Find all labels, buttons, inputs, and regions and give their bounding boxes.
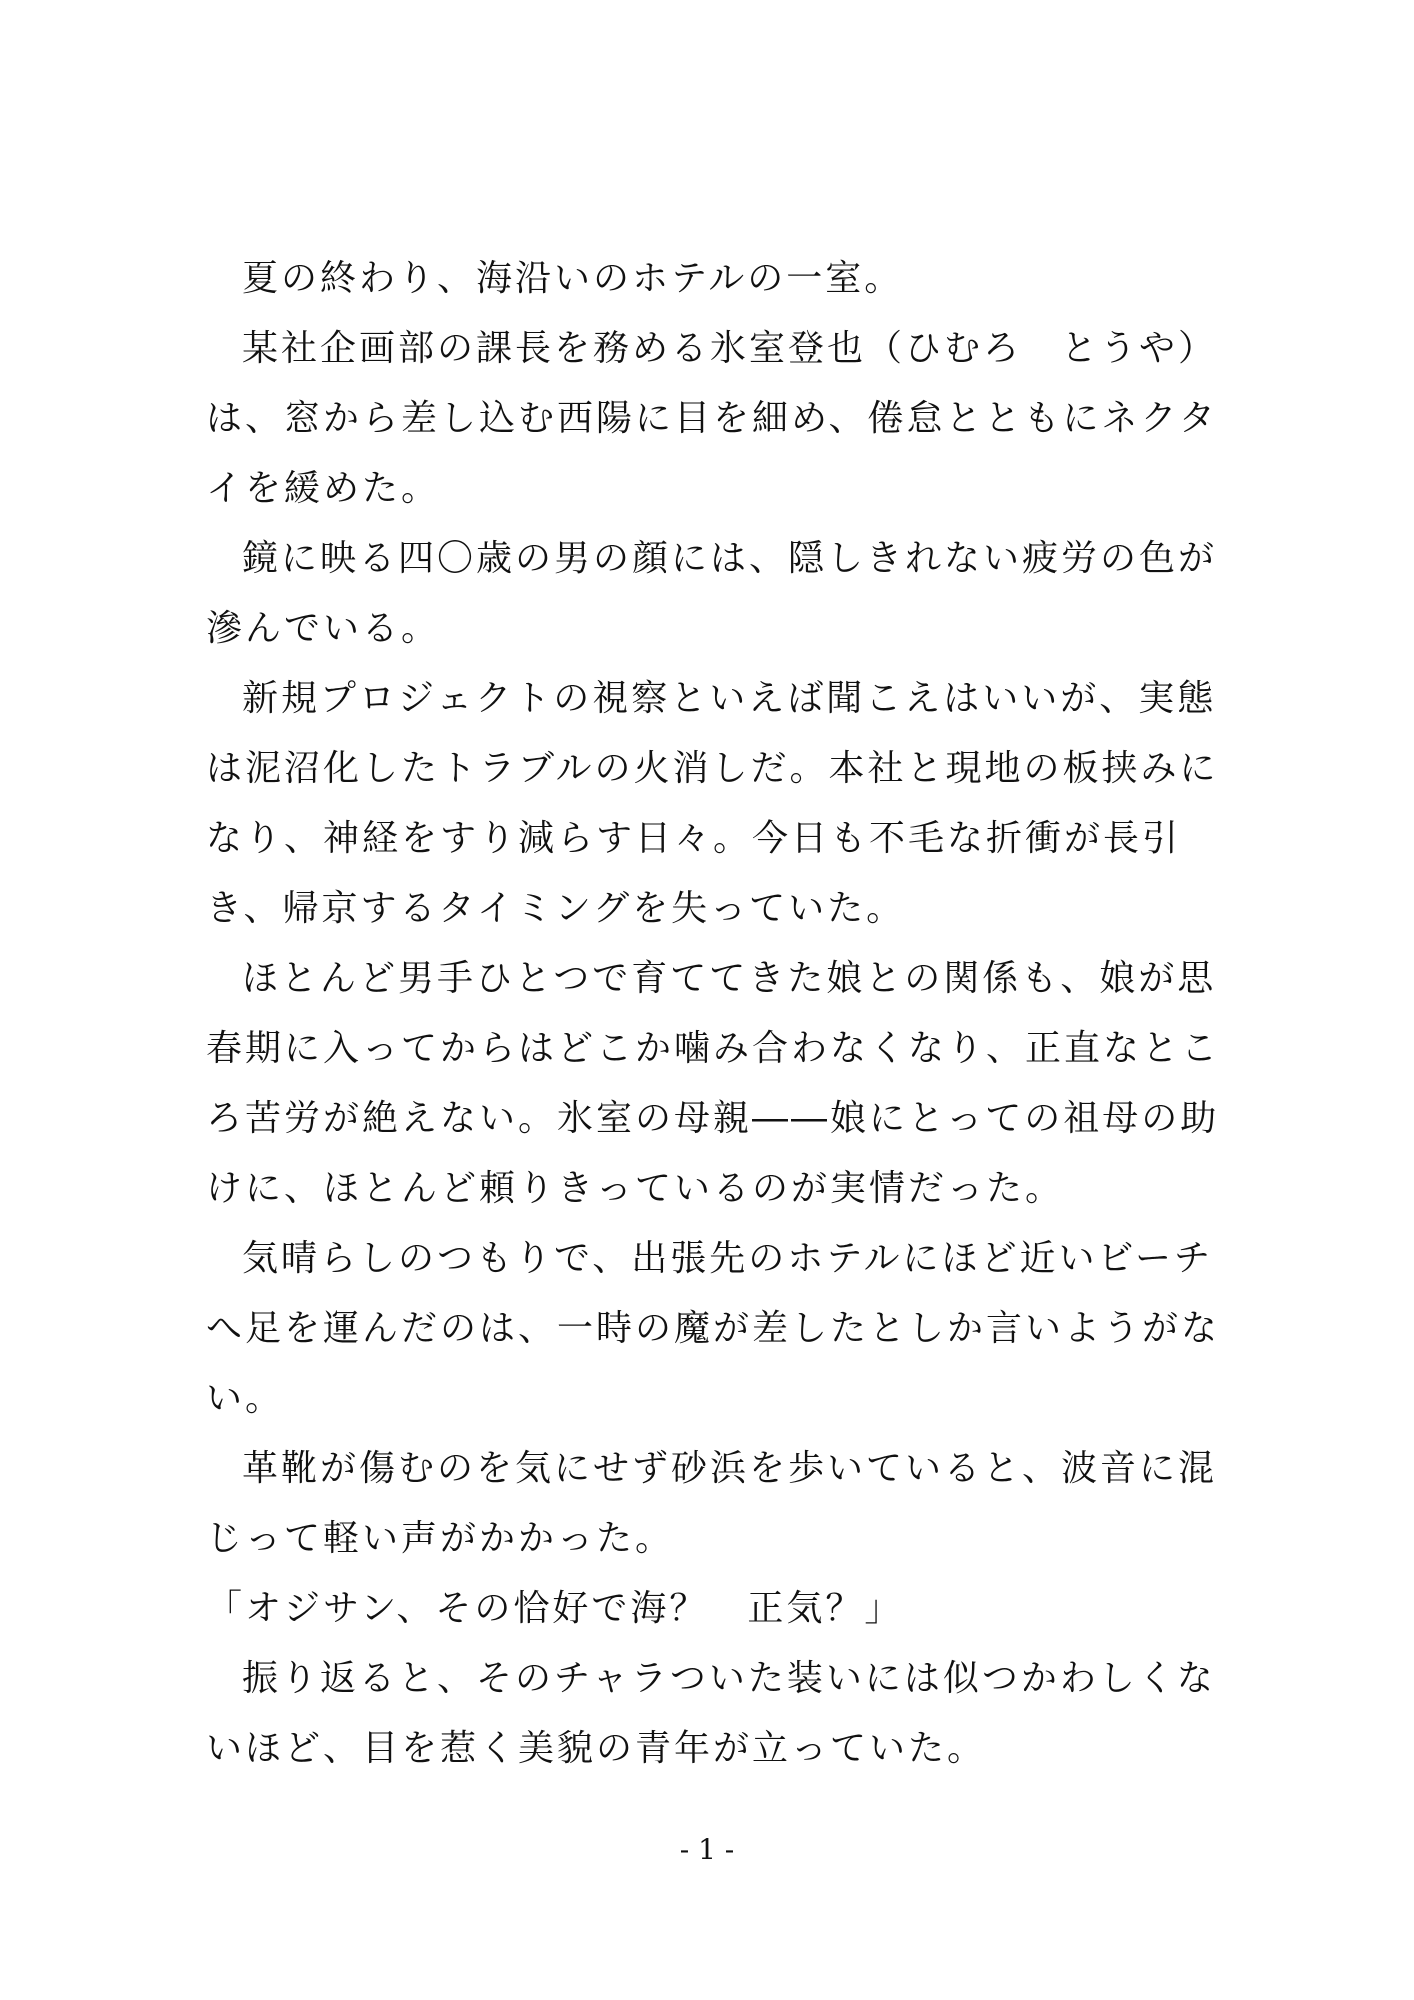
- paragraph-6: 気晴らしのつもりで、出張先のホテルにほど近いビーチへ足を運んだのは、一時の魔が差したとしか言いようがない。: [206, 1238, 1221, 1419]
- paragraph-9: 振り返ると、そのチャラついた装いには似つかわしくないほど、目を惹く美貌の青年が立っていた。: [206, 1658, 1216, 1769]
- paragraph-7: 革靴が傷むのを気にせず砂浜を歩いていると、波音に混じって軽い声がかかった。: [206, 1448, 1218, 1559]
- dialogue-line: 「オジサン、その恰好で海？ 正気？」: [206, 1588, 904, 1629]
- paragraph-3: 鏡に映る四〇歳の男の顔には、隠しきれない疲労の色が滲んでいる。: [206, 538, 1218, 649]
- paragraph-1: 夏の終わり、海沿いのホテルの一室。: [242, 258, 904, 299]
- paragraph-4: 新規プロジェクトの視察といえば聞こえはいいが、実態は泥沼化したトラブルの火消しだ。本社と現地の板挟みになり、神経をすり減らす日々。今日も不毛な折衝が長引き、帰京するタイミングを失っていた。: [206, 678, 1219, 929]
- paragraph-2: 某社企画部の課長を務める氷室登也（ひむろ とうや）は、窓から差し込む西陽に目を細め、倦怠とともにネクタイを緩めた。: [206, 328, 1218, 509]
- paragraph-5: ほとんど男手ひとつで育ててきた娘との関係も、娘が思春期に入ってからはどこか噛み合わなくなり、正直なところ苦労が絶えない。氷室の母親――娘にとっての祖母の助けに、ほとんど頼りきっているのが実情だった。: [206, 958, 1221, 1209]
- body-text: [206, 244, 1246, 1784]
- page-number: - 1 -: [679, 1833, 735, 1866]
